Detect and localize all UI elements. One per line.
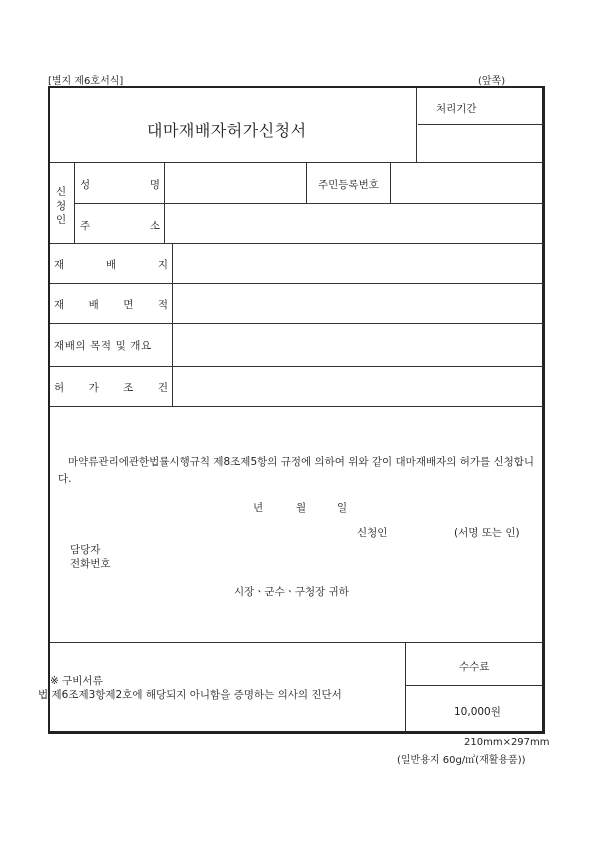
date-year: 년 [253,502,264,514]
divider [405,642,406,732]
divider [416,88,417,162]
applicant-group-char-1: 신 [56,186,67,198]
applicant-sign-label: 신청인 [357,527,388,539]
divider [418,124,543,125]
name-label: 성 명 [80,179,160,191]
form-title: 대마재배자허가신청서 [147,121,307,140]
permit-conditions-label: 허 가 조 건 [54,382,168,394]
divider [50,162,543,163]
fee-amount: 10,000원 [454,706,501,718]
paper-type: (일반용지 60g/㎡(재활용품)) [397,755,526,766]
divider [390,162,391,203]
divider [306,162,307,203]
application-statement: 마약류관리에관한법률시행규칙 제8조제5항의 규정에 의하여 위와 같이 대마재배자의 허가를 신청합니다. [58,456,535,485]
date-day: 일 [337,502,348,514]
divider [164,162,165,243]
address-label: 주 소 [80,220,160,232]
form-number: [별지 제6호서식] [48,76,124,87]
processing-period-label: 처리기간 [436,103,477,115]
page-side-label: (앞쪽) [478,76,506,87]
applicant-group-char-2: 청 [56,200,67,212]
divider [74,203,543,204]
divider [50,642,543,643]
addressee: 시장ㆍ군수ㆍ구청장 귀하 [234,586,349,598]
sign-note: (서명 또는 인) [454,527,520,539]
applicant-group-char-3: 인 [56,214,67,226]
cultivation-area-label: 재 배 면 적 [54,299,168,311]
fee-label: 수수료 [459,661,490,673]
divider [406,685,543,686]
resident-id-label: 주민등록번호 [318,179,379,191]
cultivation-site-label: 재 배 지 [54,259,168,271]
paper-size: 210mm×297mm [464,737,550,748]
divider [172,243,173,406]
required-documents-item: 법 제6조제3항제2호에 해당되지 아니함을 증명하는 의사의 진단서 [38,689,342,701]
date-month: 월 [296,502,307,514]
purpose-label: 재배의 목적 및 개요 [54,340,152,352]
divider [50,406,543,407]
divider [50,366,543,367]
phone-label: 전화번호 [70,558,111,570]
contact-person-label: 담당자 [70,544,101,556]
divider [50,283,543,284]
application-form [38,86,545,734]
divider [50,243,543,244]
divider [50,323,543,324]
required-documents-heading: ※ 구비서류 [50,675,103,687]
divider [74,162,75,243]
